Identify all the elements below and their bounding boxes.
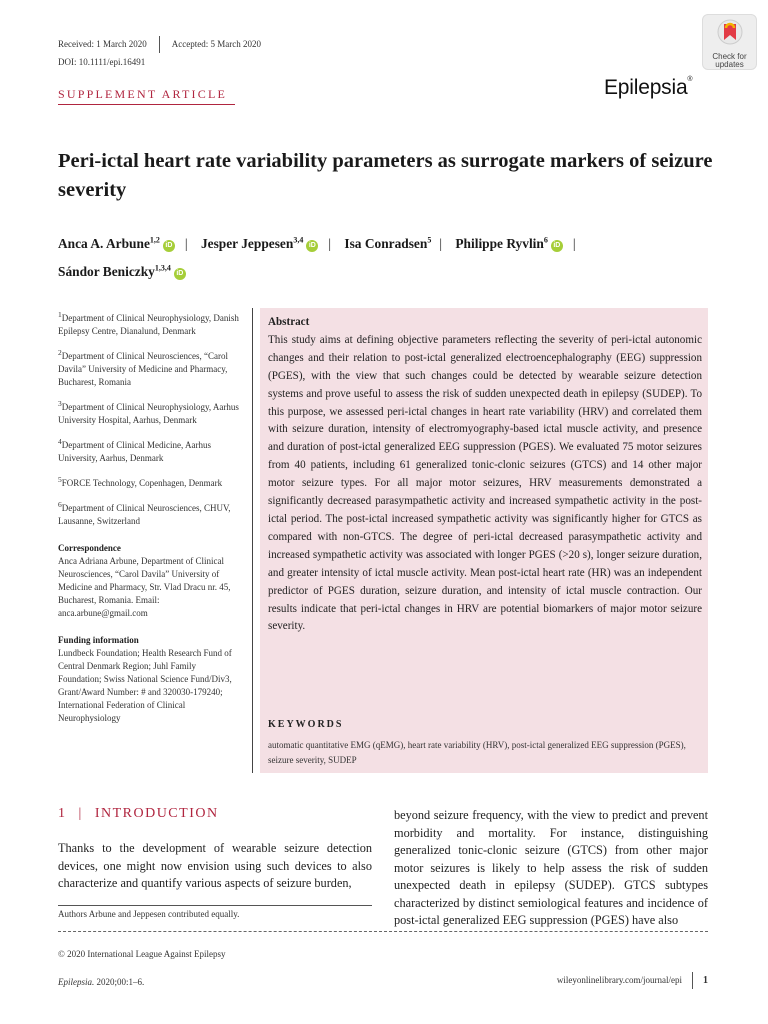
article-title: Peri-ictal heart rate variability parameters as surrogate markers of seizure severity <box>58 150 713 201</box>
affiliation: $^2$Department of Clinical Neurosciences, “Carol Davila” University of Medicine and Pharmacy, Bucharest, Romania <box>58 348 228 387</box>
section-title: INTRODUCTION <box>94 806 219 821</box>
abstract-heading: Abstract <box>268 316 310 328</box>
section-separator: | <box>78 806 83 821</box>
article-type: SUPPLEMENT ARTICLE <box>58 87 228 101</box>
funding-heading: Funding information <box>58 635 139 645</box>
affiliations-sidebar <box>58 308 240 733</box>
author[interactable]: Anca A. Arbune$^{1,2}$ <box>58 236 160 252</box>
body-text-right-column: beyond seizure frequency, with the view to predict and prevent morbidity and mortality. For instance, distinguishing generalized tonic-clonic seizure (GTCS) from other major motor seizures is likely to help assess the risk of sudden unexpected death in epilepsy (SUDEP). GTCS subtypes characterized by distinct semiological features and incidence of post-ictal generalized EEG suppression (PGES) have also <box>394 808 708 927</box>
orcid-icon[interactable]: iD <box>163 240 175 252</box>
section-heading-introduction <box>58 806 219 822</box>
check-label: Check for updates <box>712 52 747 69</box>
journal-logo: Epilepsia® <box>604 76 693 99</box>
check-for-updates-button[interactable] <box>702 14 757 70</box>
page-footer-right <box>557 972 708 989</box>
doi[interactable]: DOI: 10.1111/epi.16491 <box>58 57 146 67</box>
orcid-icon[interactable]: iD <box>551 240 563 252</box>
journal-url[interactable]: wileyonlinelibrary.com/journal/epi <box>556 975 682 985</box>
article-type-underline <box>58 104 235 105</box>
funding-text: Lundbeck Foundation; Health Research Fund of Central Denmark Region; Juhl Family Foundation; Swiss National Science Fund/Div3, Grant/Award Number: # and 320030-179240; International Federation of Clinical Neurophysiology <box>58 648 232 723</box>
abstract-text: This study aims at defining objective parameters reflecting the severity of peri-ictal autonomic changes and their relation to post-ictal generalized electroencephalography (EEG) suppression (PGES), with the view that such changes could be detected by wearable seizure detection systems and prove useful to assess the risk of sudden unexpected death in epilepsy (SUDEP). To this purpose, we assessed peri-ictal changes in heart rate variability (HRV) and correlated them with seizure duration, intensity of electromyography-based ictal muscle activity, and presence and duration of post-ictal generalized EEG suppression (PGES). We evaluated 75 motor seizures from 40 patients, including 61 generalized tonic-clonic seizures (GTCS) and 14 other major motor seizure types. For all major motor seizures, HRV measurements demonstrated a significantly decreased parasympathetic activity and increased sympathetic activity in the post-ictal period. The post-ictal increased sympathetic activity was significantly higher for GTCS as compared with non-GTCS. The degree of peri-ictal decreased parasympathetic activity and increased sympathetic activity was associated with longer PGES (>20 s), longer seizure duration, and greater intensity of ictal muscle activity. Mean post-ictal heart rate (HR) was an independent predictor of PGES duration, seizure duration, and intensity of ictal muscle contraction. Our results indicate that peri-ictal changes in HRV are potential biomarkers of major motor seizure severity. <box>268 333 702 633</box>
accepted-date: Accepted: 5 March 2020 <box>171 39 261 49</box>
author[interactable]: Sándor Beniczky$^{1,3,4}$ <box>58 263 171 279</box>
affiliation: $^4$Department of Clinical Medicine, Aarhus University, Aarhus, Denmark <box>58 437 211 463</box>
footer-divider <box>692 972 693 989</box>
affiliation: $^1$Department of Clinical Neurophysiology, Danish Epilepsy Centre, Dianalund, Denmark <box>58 310 239 336</box>
author-list <box>58 229 718 284</box>
affiliation: $^3$Department of Clinical Neurophysiology, Aarhus University Hospital, Aarhus, Denmark <box>58 399 239 425</box>
body-text-left-column: Thanks to the development of wearable seizure detection devices, one might now envision using such devices to also characterize and quantify various aspects of seizure burden, <box>58 841 372 890</box>
column-divider <box>252 308 253 773</box>
keywords-heading: KEYWORDS <box>268 719 344 730</box>
author[interactable]: Jesper Jeppesen$^{3,4}$ <box>200 236 304 252</box>
affiliation: $^6$Department of Clinical Neurosciences, CHUV, Lausanne, Switzerland <box>58 500 231 526</box>
page-number: 1 <box>703 975 708 986</box>
article-dates <box>58 36 261 53</box>
correspondence-text: Anca Adriana Arbune, Department of Clinical Neurosciences, “Carol Davila” University of Medicine and Pharmacy, Str. Vlad Dracu nr. 45, Bucharest, Romania. Email: anca.arbune@gmail.com <box>58 556 231 618</box>
footnote: Authors Arbune and Jeppesen contributed equally. <box>58 909 240 919</box>
keywords-text: automatic quantitative EMG (qEMG), heart rate variability (HRV), post-ictal generalized EEG suppression (PGES), seizure severity, SUDEP <box>268 740 686 765</box>
author[interactable]: Isa Conradsen$^5$ <box>344 236 432 252</box>
abstract <box>268 314 702 636</box>
orcid-icon[interactable]: iD <box>306 240 318 252</box>
page-dashed-divider <box>58 931 708 932</box>
journal-citation: Epilepsia. 2020;00:1–6. <box>58 977 145 987</box>
author-separator: | <box>439 236 443 252</box>
author[interactable]: Philippe Ryvlin$^6$ <box>455 236 548 252</box>
section-number: 1 <box>58 806 67 821</box>
orcid-icon[interactable]: iD <box>174 268 186 280</box>
received-date: Received: 1 March 2020 <box>58 39 147 49</box>
footnote-rule <box>58 905 372 906</box>
affiliation: $^5$FORCE Technology, Copenhagen, Denmark <box>58 475 223 488</box>
copyright: © 2020 International League Against Epilepsy <box>58 949 226 959</box>
author-separator: | <box>572 236 576 252</box>
date-divider <box>159 36 160 53</box>
author-separator: | <box>184 236 188 252</box>
author-separator: | <box>328 236 331 252</box>
correspondence-heading: Correspondence <box>58 543 121 553</box>
crossmark-icon <box>717 19 743 45</box>
